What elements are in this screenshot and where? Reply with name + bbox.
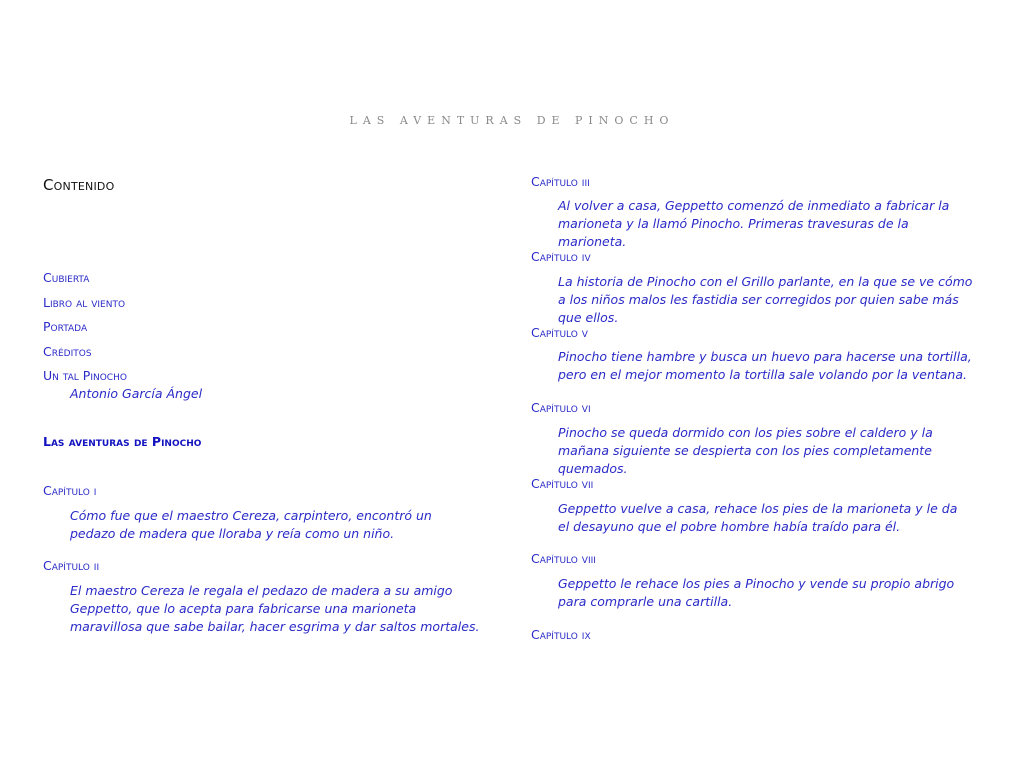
toc-chapter-2[interactable]: Capítulo ii (43, 558, 100, 573)
toc-chapter-1[interactable]: Capítulo i (43, 483, 97, 498)
toc-link-portada[interactable]: Portada (43, 319, 88, 334)
toc-link-creditos[interactable]: Créditos (43, 344, 92, 359)
toc-link-libro-al-viento[interactable]: Libro al viento (43, 295, 126, 310)
toc-chapter-4-desc[interactable]: La historia de Pinocho con el Grillo parlante, en la que se ve cómo a los niños malos les fastidia ser corregidos por quien sabe más que ellos. (558, 274, 973, 325)
toc-chapter-8-desc[interactable]: Geppetto le rehace los pies a Pinocho y vende su propio abrigo para comprarle una cartilla. (558, 576, 955, 609)
toc-section-heading[interactable]: Las aventuras de Pinocho (43, 434, 202, 449)
toc-chapter-6-desc[interactable]: Pinocho se queda dormido con los pies sobre el caldero y la mañana siguiente se despierta con los pies completamente quemados. (558, 425, 933, 476)
toc-link-cubierta[interactable]: Cubierta (43, 270, 90, 285)
toc-chapter-4[interactable]: Capítulo iv (531, 249, 591, 264)
toc-chapter-7-desc[interactable]: Geppetto vuelve a casa, rehace los pies de la marioneta y le da el desayuno que el pobre hombre había traído para él. (558, 501, 958, 534)
toc-chapter-3[interactable]: Capítulo iii (531, 174, 590, 189)
toc-chapter-5-desc[interactable]: Pinocho tiene hambre y busca un huevo para hacerse una tortilla, pero en el mejor momento la tortilla sale volando por la ventana. (558, 349, 972, 382)
toc-chapter-7[interactable]: Capítulo vii (531, 476, 594, 491)
toc-chapter-3-desc[interactable]: Al volver a casa, Geppetto comenzó de inmediato a fabricar la marioneta y la llamó Pinocho. Primeras travesuras de la marioneta. (558, 198, 950, 249)
toc-chapter-2-desc[interactable]: El maestro Cereza le regala el pedazo de madera a su amigo Geppetto, que lo acepta para fabricarse una marioneta maravillosa que sabe bailar, hacer esgrima y dar saltos mortales. (70, 583, 480, 634)
toc-chapter-5[interactable]: Capítulo v (531, 325, 588, 340)
toc-link-un-tal-pinocho[interactable]: Un tal Pinocho (43, 368, 127, 383)
toc-chapter-1-desc[interactable]: Cómo fue que el maestro Cereza, carpintero, encontró un pedazo de madera que lloraba y reía como un niño. (70, 508, 432, 541)
toc-author-garcia-angel[interactable]: Antonio García Ángel (70, 386, 203, 401)
toc-chapter-9[interactable]: Capítulo ix (531, 627, 591, 642)
toc-chapter-6[interactable]: Capítulo vi (531, 400, 591, 415)
running-head: LAS AVENTURAS DE PINOCHO (349, 114, 675, 127)
toc-title: Contenido (43, 176, 115, 194)
toc-chapter-8[interactable]: Capítulo viii (531, 551, 596, 566)
